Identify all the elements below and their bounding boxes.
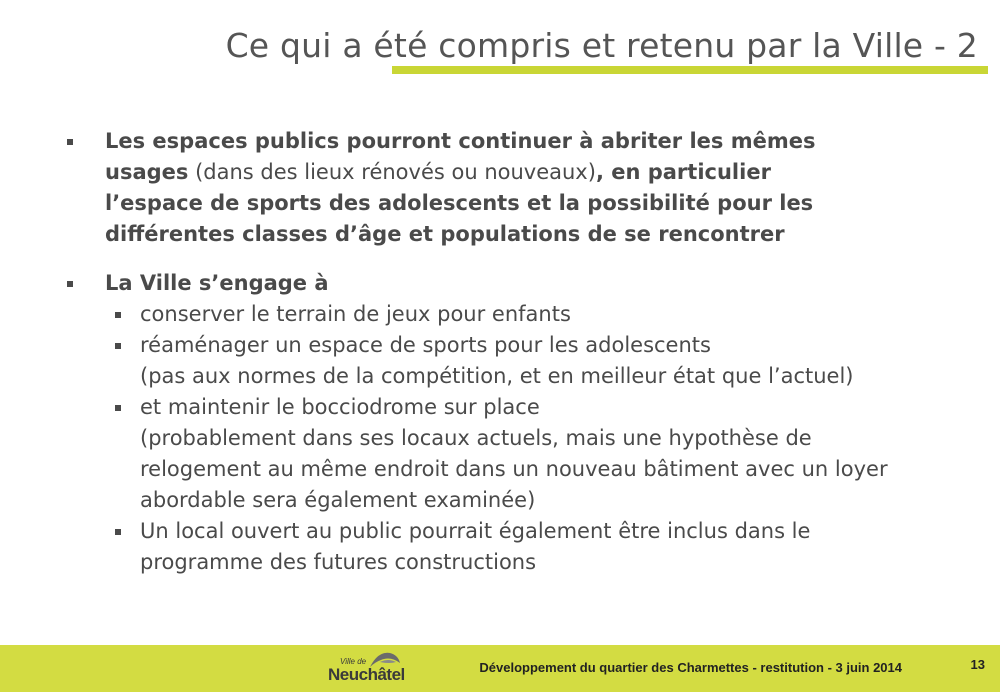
bullet-line: usages (dans des lieux rénovés ou nouveaux), en particulier: [105, 160, 771, 184]
neuchatel-logo: [328, 649, 404, 689]
subitem-line: abordable sera également examinée): [140, 488, 536, 512]
bullet-line: Les espaces publics pourront continuer à abriter les mêmes: [105, 129, 816, 153]
footer-caption: Développement du quartier des Charmettes - restitution - 3 juin 2014: [479, 660, 902, 675]
subitem-public-local: [0, 516, 980, 578]
slide-title: Ce qui a été compris et retenu par la Ville - 2: [225, 26, 978, 65]
subitem-line: relogement au même endroit dans un nouveau bâtiment avec un loyer: [140, 457, 888, 481]
logo-small-text: Ville de: [340, 657, 367, 666]
subitem-line: (probablement dans ses locaux actuels, mais une hypothèse de: [140, 426, 812, 450]
subitem-sports-space: [0, 330, 980, 392]
bullet-line: l’espace de sports des adolescents et la possibilité pour les: [105, 191, 814, 215]
subitem-line: (pas aux normes de la compétition, et en meilleur état que l’actuel): [140, 364, 854, 388]
footer-bar: [0, 645, 1000, 692]
bullet-marker: [67, 139, 73, 145]
bullet-heading: La Ville s’engage à: [105, 271, 329, 295]
bullet-public-spaces: [0, 126, 905, 250]
bullet-line: différentes classes d’âge et populations de se rencontrer: [105, 222, 785, 246]
subitem-playground: [0, 299, 980, 330]
subitem-line: Un local ouvert au public pourrait également être inclus dans le: [140, 519, 811, 543]
subitem-line: conserver le terrain de jeux pour enfants: [140, 302, 571, 326]
logo-big-text: Neuchâtel: [328, 665, 405, 684]
sub-bullet-marker: [115, 312, 121, 318]
page-number: 13: [970, 657, 985, 672]
subitem-line: programme des futures constructions: [140, 550, 537, 574]
sub-bullet-marker: [115, 405, 121, 411]
slide-content: [0, 126, 1000, 578]
bullet-marker: [67, 281, 73, 287]
subitem-bocciodrome: [0, 392, 980, 516]
bullet-ville-engage: [0, 268, 905, 299]
sub-bullet-marker: [115, 343, 121, 349]
subitem-line: réaménager un espace de sports pour les adolescents: [140, 333, 711, 357]
title-underline: [392, 66, 988, 74]
sub-bullet-marker: [115, 529, 121, 535]
subitem-line: et maintenir le bocciodrome sur place: [140, 395, 540, 419]
